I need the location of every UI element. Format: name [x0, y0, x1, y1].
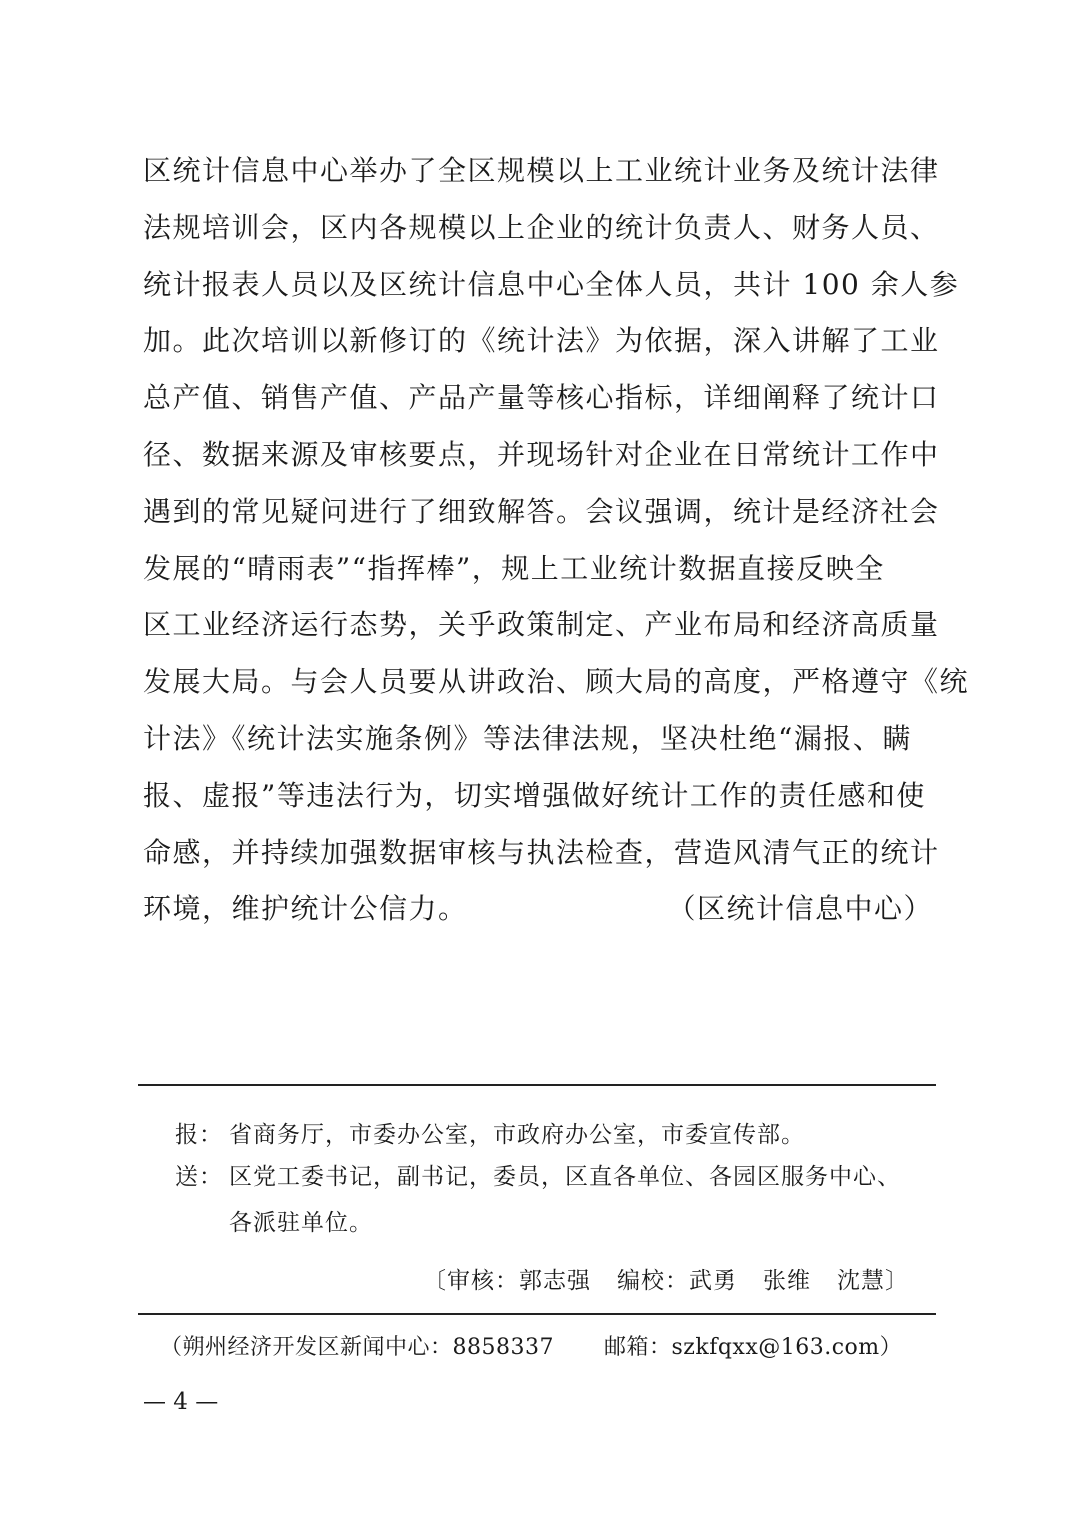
report-row	[175, 1116, 805, 1149]
article-body	[143, 143, 970, 938]
divider-top	[138, 1084, 936, 1086]
body-line: 区统计信息中心举办了全区规模以上工业统计业务及统计法律	[143, 154, 940, 187]
review-line	[423, 1262, 909, 1295]
body-line: 径、数据来源及审核要点，并现场针对企业在日常统计工作中	[143, 437, 940, 471]
contact-phone: （朔州经济开发区新闻中心：8858337	[160, 1335, 554, 1360]
body-line: 报、虚报”等违法行为，切实增强做好统计工作的责任感和使	[143, 778, 926, 812]
contact-email: 邮箱：szkfqxx@163.com）	[603, 1335, 903, 1360]
body-last-line	[143, 881, 933, 938]
body-line: 遇到的常见疑问进行了细致解答。会议强调，统计是经济社会	[143, 494, 940, 528]
send-row	[175, 1158, 901, 1191]
send-recipients-continued: 各派驻单位。	[229, 1210, 373, 1236]
body-line: 区工业经济运行态势，关乎政策制定、产业布局和经济高质量	[143, 608, 940, 642]
body-line: 统计报表人员以及区统计信息中心全体人员，共计 100 余人参	[143, 267, 960, 301]
contact-line	[160, 1330, 902, 1361]
divider-bottom	[138, 1313, 936, 1315]
body-line: 加。此次培训以新修订的《统计法》为依据，深入讲解了工业	[143, 324, 940, 358]
body-line: 命感，并持续加强数据审核与执法检查，营造风清气正的统计	[143, 835, 940, 869]
report-recipients: 省商务厅，市委办公室，市政府办公室，市委宣传部。	[229, 1122, 805, 1148]
report-label: 报：	[175, 1122, 223, 1148]
editor-name: 沈慧〕	[837, 1268, 909, 1294]
send-recipients: 区党工委书记，副书记，委员，区直各单位、各园区服务中心、	[229, 1164, 901, 1190]
editors: 编校：武勇	[617, 1268, 737, 1294]
body-line: 发展大局。与会人员要从讲政治、顾大局的高度，严格遵守《统	[143, 665, 970, 699]
body-line: 总产值、销售产值、产品产量等核心指标，详细阐释了统计口	[143, 381, 940, 415]
body-closing-text: 环境，维护统计公信力。	[143, 892, 468, 926]
reviewer: 〔审核：郭志强	[423, 1268, 591, 1294]
body-line: 计法》《统计法实施条例》等法律法规，坚决杜绝“漏报、瞒	[143, 721, 912, 755]
body-line: 发展的“晴雨表”“指挥棒”，规上工业统计数据直接反映全	[143, 551, 885, 585]
body-line: 法规培训会，区内各规模以上企业的统计负责人、财务人员、	[143, 210, 940, 244]
page-number: — 4 —	[143, 1389, 219, 1415]
send-label: 送：	[175, 1164, 223, 1190]
editor-name: 张维	[763, 1268, 811, 1294]
article-source: （区统计信息中心）	[667, 892, 933, 926]
